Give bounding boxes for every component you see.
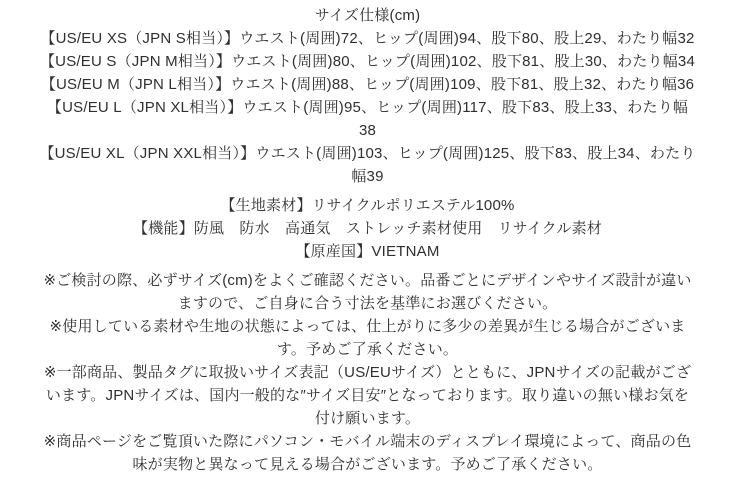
text-line: います。JPNサイズは、国内一般的な″サイズ目安″となっております。取り違いの無い様お気を xyxy=(45,387,690,404)
text-line: 【生地素材】リサイクルポリエステル100% xyxy=(220,197,515,214)
text-line: 【US/EU M（JPN L相当）】ウエスト(周囲)88、ヒップ(周囲)109、股下81、股上32、わたり幅36 xyxy=(40,76,695,93)
size-spec-lines xyxy=(5,27,730,188)
text-line: ※商品ページをご覧頂いた際にパソコン・モバイル端末のディスプレイ環境によって、商品の色 xyxy=(43,433,692,450)
text-line: す。予めご了承ください。 xyxy=(276,341,459,358)
text-line: ※使用している素材や生地の状態によっては、仕上がりに多少の差異が生じる場合がございま xyxy=(49,318,686,335)
text-line: 【US/EU XS（JPN S相当）】ウエスト(周囲)72、ヒップ(周囲)94、股下80、股上29、わたり幅32 xyxy=(40,30,695,47)
text-line: ※ご検討の際、必ずサイズ(cm)をよくご確認ください。品番ごとにデザインやサイズ設計が違い xyxy=(43,272,692,289)
text-line: 幅39 xyxy=(351,168,384,185)
text-line: 味が実物と異なって見える場合がございます。予めご了承ください。 xyxy=(132,456,603,473)
text-line: 【US/EU XL（JPN XXL相当）】ウエスト(周囲)103、ヒップ(周囲)125、股下83、股上34、わたり xyxy=(39,145,696,162)
disclaimer-note-lines xyxy=(5,269,730,476)
text-line: ますので、ご自身に合う寸法を基準にお選びください。 xyxy=(177,295,558,312)
text-line: 【原産国】VIETNAM xyxy=(295,243,440,260)
material-detail-lines xyxy=(5,194,730,263)
text-line: 38 xyxy=(358,122,377,139)
text-line: 【機能】防風 防水 高通気 ストレッチ素材使用 リサイクル素材 xyxy=(133,220,602,237)
text-line: ※一部商品、製品タグに取扱いサイズ表記（US/EUサイズ）とともに、JPNサイズの記載がござ xyxy=(43,364,692,381)
size-spec-heading: サイズ仕様(cm) xyxy=(314,7,421,24)
text-line: 【US/EU L（JPN XL相当）】ウエスト(周囲)95、ヒップ(周囲)117、股下83、股上33、わたり幅 xyxy=(46,99,689,116)
text-line: 付け願います。 xyxy=(314,410,421,427)
text-line: 【US/EU S（JPN M相当）】ウエスト(周囲)80、ヒップ(周囲)102、股下81、股上30、わたり幅34 xyxy=(39,53,695,70)
